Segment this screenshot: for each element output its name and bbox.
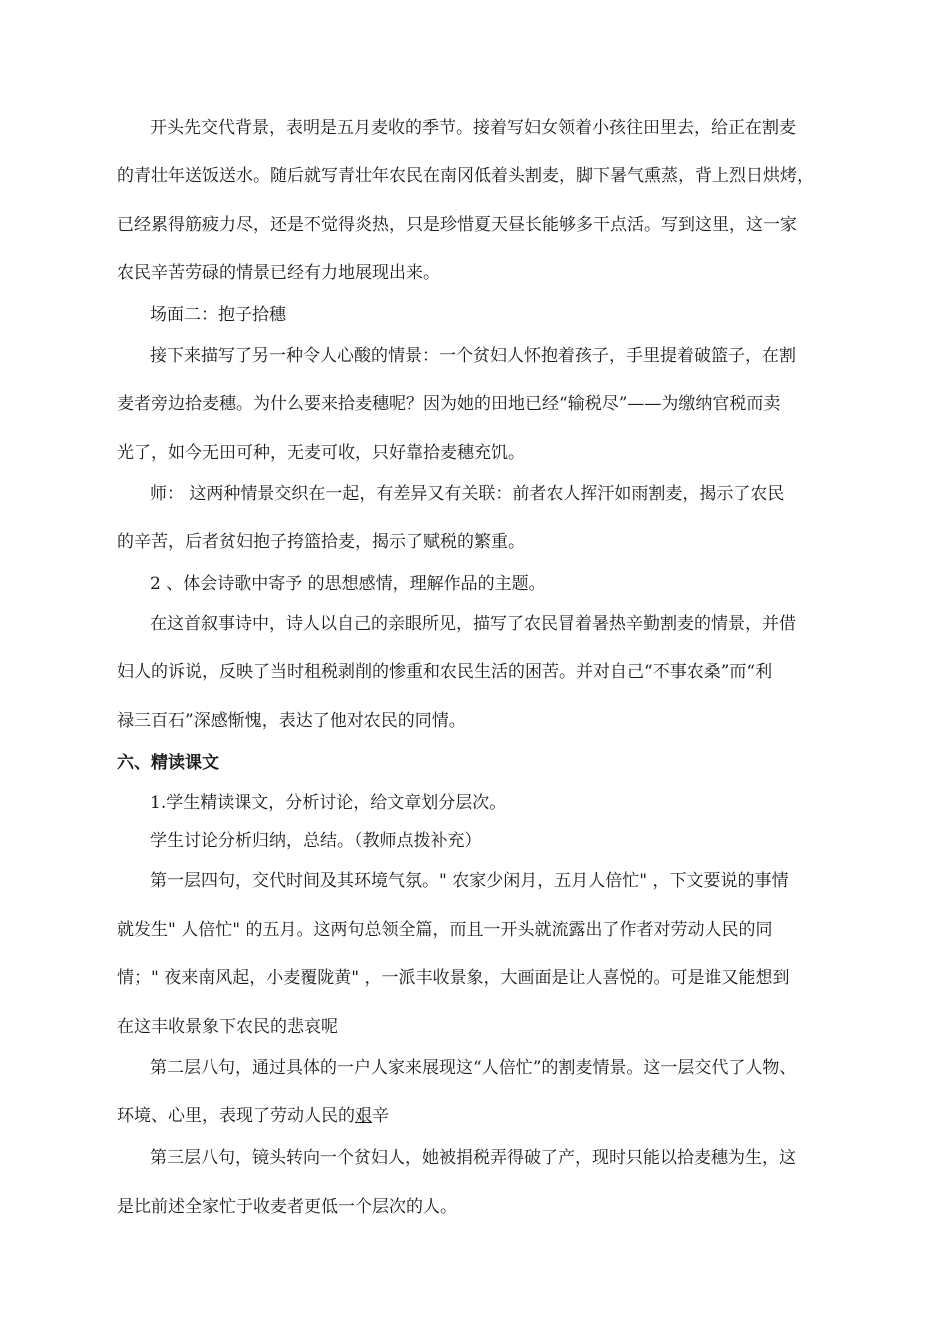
paragraph-line: 的辛苦，后者贫妇抱子挎篮拾麦，揭示了赋税的繁重。 xyxy=(117,532,525,552)
paragraph-line: 麦者旁边拾麦穗。为什么要来拾麦穗呢？因为她的田地已经“输税尽”——为缴纳官税而卖 xyxy=(117,394,781,414)
paragraph-line: 禄三百石”深感惭愧，表达了他对农民的同情。 xyxy=(117,711,466,731)
paragraph-line: 情；" 夜来南风起，小麦覆陇黄" ，一派丰收景象，大画面是让人喜悦的。可是谁又能想到 xyxy=(117,968,790,988)
paragraph-line: 就发生" 人倍忙" 的五月。这两句总领全篇，而且一开头就流露出了作者对劳动人民的同 xyxy=(117,920,773,940)
paragraph-line: 已经累得筋疲力尽，还是不觉得炎热，只是珍惜夏天昼长能够多干点活。写到这里，这一家 xyxy=(117,215,797,235)
paragraph-line xyxy=(117,1105,389,1127)
paragraph-line: 第二层八句，通过具体的一户人家来展现这“人倍忙”的割麦情景。这一层交代了人物、 xyxy=(150,1058,797,1078)
section-heading: 六、精读课文 xyxy=(117,753,219,773)
paragraph-line: 学生讨论分析归纳，总结。（教师点拨补充） xyxy=(150,831,482,851)
paragraph-line: 农民辛苦劳碌的情景已经有力地展现出来。 xyxy=(117,263,440,283)
numbered-item: 2 、体会诗歌中寄予 的思想感情，理解作品的主题。 xyxy=(150,574,546,594)
paragraph-line: 在这丰收景象下农民的悲哀呢 xyxy=(117,1017,338,1037)
line-text-end: 辛 xyxy=(372,1106,389,1126)
paragraph-line: 的青壮年送饭送水。随后就写青壮年农民在南冈低着头割麦，脚下暑气熏蒸，背上烈日烘烤， xyxy=(117,166,814,186)
paragraph-line: 光了，如今无田可种，无麦可收，只好靠拾麦穗充饥。 xyxy=(117,443,525,463)
paragraph-line: 是比前述全家忙于收麦者更低一个层次的人。 xyxy=(117,1197,457,1217)
section-subheading: 场面二：抱子拾穗 xyxy=(150,305,286,325)
underlined-blank: 艰 xyxy=(355,1106,372,1126)
paragraph-line: 开头先交代背景，表明是五月麦收的季节。接着写妇女领着小孩往田里去，给正在割麦 xyxy=(150,118,796,138)
paragraph-line: 第一层四句，交代时间及其环境气氛。" 农家少闲月，五月人倍忙" ，下文要说的事情 xyxy=(150,871,789,891)
paragraph-line: 接下来描写了另一种令人心酸的情景：一个贫妇人怀抱着孩子，手里提着破篮子，在割 xyxy=(150,346,796,366)
paragraph-line: 师： 这两种情景交织在一起，有差异又有关联：前者农人挥汗如雨割麦，揭示了农民 xyxy=(150,484,785,504)
line-text: 环境、心里，表现了劳动人民的 xyxy=(117,1106,355,1126)
paragraph-line: 第三层八句，镜头转向一个贫妇人，她被捐税弄得破了产，现时只能以拾麦穗为生，这 xyxy=(150,1148,796,1168)
numbered-item: 1.学生精读课文，分析讨论，给文章划分层次。 xyxy=(150,793,507,813)
paragraph-line: 妇人的诉说，反映了当时租税剥削的惨重和农民生活的困苦。并对自己“不事农桑”而“利 xyxy=(117,662,773,682)
paragraph-line: 在这首叙事诗中，诗人以自己的亲眼所见，描写了农民冒着暑热辛勤割麦的情景，并借 xyxy=(150,614,796,634)
